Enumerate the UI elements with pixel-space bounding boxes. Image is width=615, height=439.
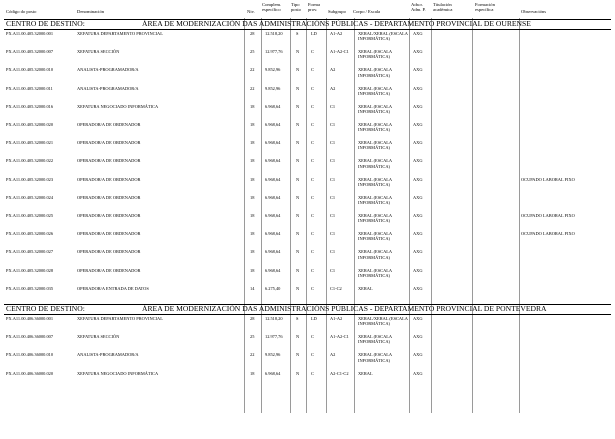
cell-code: PX.A11.00.405.32000.027 [6,249,54,255]
cell-forma: C [311,352,314,358]
cell-denominacion: OPERADOR/A DE ORDENADOR [77,231,141,237]
cell-adscr: AXG [413,285,423,291]
cell-complem: 6.968,64 [265,140,281,146]
cell-corpo: XERAL (ESCALA INFORMÁTICA) [358,103,392,114]
table-row [0,230,615,248]
cell-corpo: XERAL (ESCALA INFORMÁTICA) [358,176,392,187]
cell-niv: 25 [250,334,255,340]
cell-forma: C [311,122,314,127]
table-row [0,212,615,230]
cell-complem: 6.968,64 [265,176,281,182]
cell-niv: 18 [250,194,255,200]
cell-corpo: XERAL (ESCALA INFORMÁTICA) [358,158,392,169]
cell-code: PX.A11.00.405.32000.007 [6,49,54,55]
table-row [0,248,615,266]
cell-complem: 12.977,76 [265,334,283,340]
cell-complem: 6.968,64 [265,249,281,255]
col-header-corpo: Corpo / Escala [353,9,381,14]
cell-subgrupo: C1 [330,103,336,109]
cell-tipo: N [296,249,300,255]
cell-corpo: XERAL [358,370,373,376]
cell-adscr: AXG [413,67,423,73]
cell-forma: C [311,231,314,237]
cell-forma: C [311,194,314,200]
cell-niv: 18 [250,140,255,146]
cell-forma: C [311,85,314,91]
cell-corpo: XERAL (ESCALA INFORMÁTICA) [358,267,392,278]
cell-subgrupo: C1 [330,213,336,218]
cell-corpo: XERAL (ESCALA INFORMÁTICA) [358,194,392,205]
cell-complem: 6.968,64 [265,122,281,127]
cell-forma: C [311,140,314,146]
cell-tipo: N [296,85,300,91]
cell-subgrupo: C1 [330,231,336,237]
cell-tipo: N [296,370,300,376]
cell-code: PX.A11.00.405.32000.010 [6,67,54,73]
cell-forma: C [311,334,314,340]
cell-subgrupo: C1 [330,267,336,273]
col-header-forma: Forma prov. [308,2,320,13]
cell-corpo: XERAL (ESCALA INFORMÁTICA) [358,352,392,363]
centro-area: ÁREA DE MODERNIZACIÓN DAS ADMINISTRACIÓNS PÚBLICAS - DEPARTAMENTO PROVINCIAL DE PONTEVEDRA [142,304,547,313]
cell-adscr: AXG [413,122,423,127]
cell-subgrupo: A2 [330,352,336,358]
cell-denominacion: XEFATURA NEGOCIADO INFORMÁTICA [77,103,159,109]
cell-tipo: N [296,122,300,127]
cell-complem: 6.968,64 [265,103,281,109]
cell-denominacion: XEFATURA DEPARTAMENTO PROVINCIAL [77,316,163,321]
cell-niv: 18 [250,267,255,273]
cell-corpo: XERAL (ESCALA INFORMÁTICA) [358,231,392,242]
table-row [0,48,615,66]
table-row [0,176,615,194]
cell-complem: 6.968,64 [265,231,281,237]
cell-tipo: N [296,103,300,109]
cell-forma: C [311,49,314,55]
centro-label: CENTRO DE DESTINO: [6,19,85,28]
cell-code: PX.A11.00.405.32000.020 [6,122,54,127]
cell-subgrupo: C1 [330,194,336,200]
centro-label: CENTRO DE DESTINO: [6,304,85,313]
cell-tipo: N [296,67,300,73]
col-header-complem: Complem. específico [262,2,282,13]
cell-complem: 9.852,96 [265,352,281,358]
table-row [0,30,615,48]
cell-denominacion: OPERADOR/A ENTRADA DE DATOS [77,285,149,291]
cell-tipo: S [296,31,299,36]
cell-denominacion: OPERADOR/A DE ORDENADOR [77,249,141,255]
cell-subgrupo: A1-A2-C1 [330,334,349,340]
cell-adscr: AXG [413,49,423,55]
cell-denominacion: OPERADOR/A DE ORDENADOR [77,122,141,127]
cell-niv: 18 [250,122,255,127]
cell-complem: 9.852,96 [265,67,281,73]
cell-adscr: AXG [413,176,423,182]
cell-tipo: N [296,213,300,218]
cell-adscr: AXG [413,370,423,376]
cell-forma: C [311,103,314,109]
cell-forma: C [311,158,314,164]
cell-corpo: XERAL (ESCALA INFORMÁTICA) [358,49,392,60]
cell-complem: 6.968,64 [265,370,281,376]
cell-complem: 6.275,40 [265,285,281,291]
cell-subgrupo: A1-A2-C1 [330,49,349,55]
cell-niv: 22 [250,85,255,91]
cell-adscr: AXG [413,249,423,255]
cell-niv: 18 [250,176,255,182]
cell-code: PX.A11.00.405.32000.021 [6,140,54,146]
cell-subgrupo: A1-A2 [330,316,343,321]
col-header-observacions: Observacións [521,9,547,14]
cell-complem: 12.518,20 [265,31,283,36]
table-row [0,139,615,157]
cell-subgrupo: A2 [330,85,336,91]
cell-forma: C [311,249,314,255]
cell-niv: 18 [250,213,255,218]
cell-denominacion: ANALISTA-PROGRAMADOR/A [77,85,139,91]
cell-forma: C [311,267,314,273]
cell-adscr: AXG [413,334,423,340]
cell-tipo: N [296,285,300,291]
table-row [0,333,615,351]
cell-denominacion: XEFATURA DEPARTAMENTO PROVINCIAL [77,31,163,36]
cell-denominacion: OPERADOR/A DE ORDENADOR [77,158,141,164]
cell-adscr: AXG [413,267,423,273]
cell-denominacion: XEFATURA SECCIÓN [77,334,120,340]
cell-complem: 12.518,20 [265,316,283,321]
cell-denominacion: OPERADOR/A DE ORDENADOR [77,140,141,146]
cell-complem: 9.852,96 [265,85,281,91]
cell-subgrupo: A2-C1-C2 [330,370,349,376]
cell-corpo: XERAL (ESCALA INFORMÁTICA) [358,140,392,151]
cell-code: PX.A11.00.405.32000.023 [6,176,54,182]
cell-subgrupo: A1-A2 [330,31,343,36]
cell-subgrupo: C1 [330,249,336,255]
table-row [0,103,615,121]
cell-adscr: AXG [413,194,423,200]
cell-code: PX.A11.00.405.32000.026 [6,231,54,237]
table-row [0,285,615,303]
cell-tipo: N [296,176,300,182]
cell-code: PX.A11.00.405.32000.024 [6,194,54,200]
cell-tipo: N [296,231,300,237]
table-row [0,351,615,369]
col-header-codigo: Código do posto [6,9,37,14]
cell-corpo: XERAL (ESCALA INFORMÁTICA) [358,67,392,78]
table-row [0,157,615,175]
cell-forma: C [311,176,314,182]
cell-adscr: AXG [413,158,423,164]
cell-forma: LD [311,31,317,36]
cell-corpo: XERAL (ESCALA INFORMÁTICA) [358,249,392,260]
cell-code: PX.A11.00.405.32000.025 [6,213,54,218]
cell-denominacion: OPERADOR/A DE ORDENADOR [77,213,141,218]
cell-code: PX.A11.00.406.36000.007 [6,334,54,340]
cell-denominacion: OPERADOR/A DE ORDENADOR [77,176,141,182]
cell-subgrupo: C1 [330,158,336,164]
cell-forma: C [311,370,314,376]
cell-denominacion: XEFATURA SECCIÓN [77,49,120,55]
cell-niv: 28 [250,31,255,36]
col-header-niv: Niv. [247,9,255,14]
cell-tipo: N [296,49,300,55]
cell-forma: LD [311,316,317,321]
cell-niv: 18 [250,370,255,376]
cell-niv: 14 [250,285,255,291]
table-row [0,267,615,285]
cell-adscr: AXG [413,140,423,146]
cell-corpo: XERAL/XERAL (ESCALA INFORMÁTICA) [358,316,408,327]
cell-corpo: XERAL (ESCALA INFORMÁTICA) [358,213,392,224]
cell-forma: C [311,67,314,73]
cell-denominacion: XEFATURA NEGOCIADO INFORMÁTICA [77,370,159,376]
cell-tipo: N [296,334,300,340]
cell-subgrupo: A2 [330,67,336,73]
cell-adscr: AXG [413,231,423,237]
cell-adscr: AXG [413,316,423,321]
cell-corpo: XERAL (ESCALA INFORMÁTICA) [358,85,392,96]
cell-tipo: N [296,352,300,358]
centro-area: ÁREA DE MODERNIZACIÓN DAS ADMINISTRACIÓNS PÚBLICAS - DEPARTAMENTO PROVINCIAL DE OURENSE [142,19,531,28]
table-row [0,85,615,103]
cell-tipo: N [296,194,300,200]
col-header-adscr: Adscr. Adm. P. [411,2,426,13]
cell-corpo: XERAL (ESCALA INFORMÁTICA) [358,122,392,133]
table-row [0,370,615,388]
cell-code: PX.A11.00.405.32000.001 [6,31,54,36]
cell-niv: 18 [250,103,255,109]
cell-denominacion: ANALISTA-PROGRAMADOR/A [77,352,139,358]
cell-adscr: AXG [413,31,423,36]
cell-adscr: AXG [413,352,423,358]
cell-niv: 22 [250,352,255,358]
cell-denominacion: ANALISTA-PROGRAMADOR/A [77,67,139,73]
table-row [0,66,615,84]
cell-subgrupo: C1 [330,140,336,146]
table-header [0,0,615,18]
cell-complem: 12.977,76 [265,49,283,55]
cell-tipo: N [296,158,300,164]
cell-adscr: AXG [413,213,423,218]
cell-observacions: OCUPADO LABORAL FIXO [521,213,575,218]
cell-adscr: AXG [413,85,423,91]
cell-niv: 28 [250,316,255,321]
cell-denominacion: OPERADOR/A DE ORDENADOR [77,267,141,273]
col-header-tipo: Tipo posto [291,2,301,13]
cell-code: PX.A11.00.405.32000.022 [6,158,54,164]
col-header-denominacion: Denominación [77,9,105,14]
cell-complem: 6.968,64 [265,158,281,164]
cell-code: PX.A11.00.406.36000.010 [6,352,54,358]
cell-niv: 18 [250,158,255,164]
cell-code: PX.A11.00.405.32000.016 [6,103,54,109]
cell-niv: 25 [250,49,255,55]
table-row [0,194,615,212]
cell-subgrupo: C1-C2 [330,285,342,291]
cell-corpo: XERAL [358,285,373,291]
cell-observacions: OCUPADO LABORAL FIXO [521,176,575,182]
cell-niv: 22 [250,67,255,73]
cell-observacions: OCUPADO LABORAL FIXO [521,231,575,237]
cell-complem: 6.968,64 [265,267,281,273]
cell-niv: 18 [250,249,255,255]
cell-complem: 6.968,64 [265,213,281,218]
cell-forma: C [311,213,314,218]
cell-adscr: AXG [413,103,423,109]
col-header-titulacion: Titulación académica [433,2,453,13]
cell-code: PX.A11.00.405.32000.011 [6,85,53,91]
cell-subgrupo: C1 [330,176,336,182]
col-header-subgrupo: Subgrupo [328,9,346,14]
cell-forma: C [311,285,314,291]
cell-code: PX.A11.00.406.36000.001 [6,316,54,321]
cell-complem: 6.968,64 [265,194,281,200]
cell-niv: 18 [250,231,255,237]
cell-tipo: N [296,267,300,273]
cell-corpo: XERAL (ESCALA INFORMÁTICA) [358,334,392,345]
cell-subgrupo: C1 [330,122,336,127]
table-row [0,121,615,139]
cell-code: PX.A11.00.405.32000.035 [6,285,54,291]
col-header-formacion: Formación específica [475,2,495,13]
cell-corpo: XERAL/XERAL (ESCALA INFORMÁTICA) [358,31,408,42]
table-row [0,315,615,333]
cell-code: PX.A11.00.405.32000.028 [6,267,54,273]
cell-tipo: N [296,140,300,146]
cell-code: PX.A11.00.406.36000.020 [6,370,54,376]
cell-tipo: S [296,316,299,321]
cell-denominacion: OPERADOR/A DE ORDENADOR [77,194,141,200]
